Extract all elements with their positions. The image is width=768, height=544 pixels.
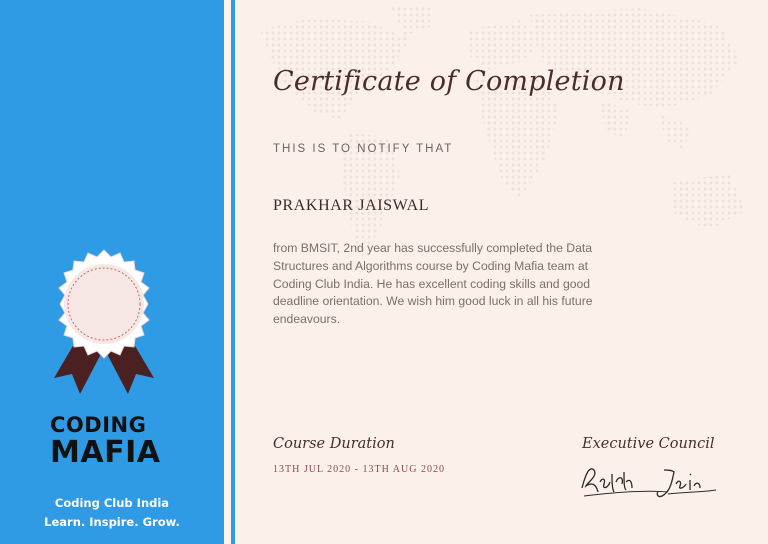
sidebar-stripe	[231, 0, 235, 544]
course-duration-label: Course Duration	[273, 436, 395, 452]
executive-council-label: Executive Council	[582, 436, 715, 452]
award-ribbon-icon	[40, 248, 168, 404]
course-dates: 13TH JUL 2020 - 13TH AUG 2020	[273, 464, 445, 475]
signature	[578, 452, 718, 502]
logo-line2: MAFIA	[50, 435, 161, 470]
recipient-name: PRAKHAR JAISWAL	[273, 197, 430, 214]
logo-line1: CODING	[50, 413, 147, 437]
coding-mafia-logo	[50, 414, 174, 468]
org-name: Coding Club India	[54, 496, 170, 510]
certificate-description: from BMSIT, 2nd year has successfully completed the Data Structures and Algorithms course by Coding Mafia team at Coding Club India. He has excellent coding skills and good deadline orientation. We wish him good luck in all his future endeavours.	[273, 241, 593, 327]
certificate-title: Certificate of Completion	[273, 66, 625, 97]
tagline: Learn. Inspire. Grow.	[44, 515, 180, 529]
notify-text: THIS IS TO NOTIFY THAT	[273, 143, 454, 155]
